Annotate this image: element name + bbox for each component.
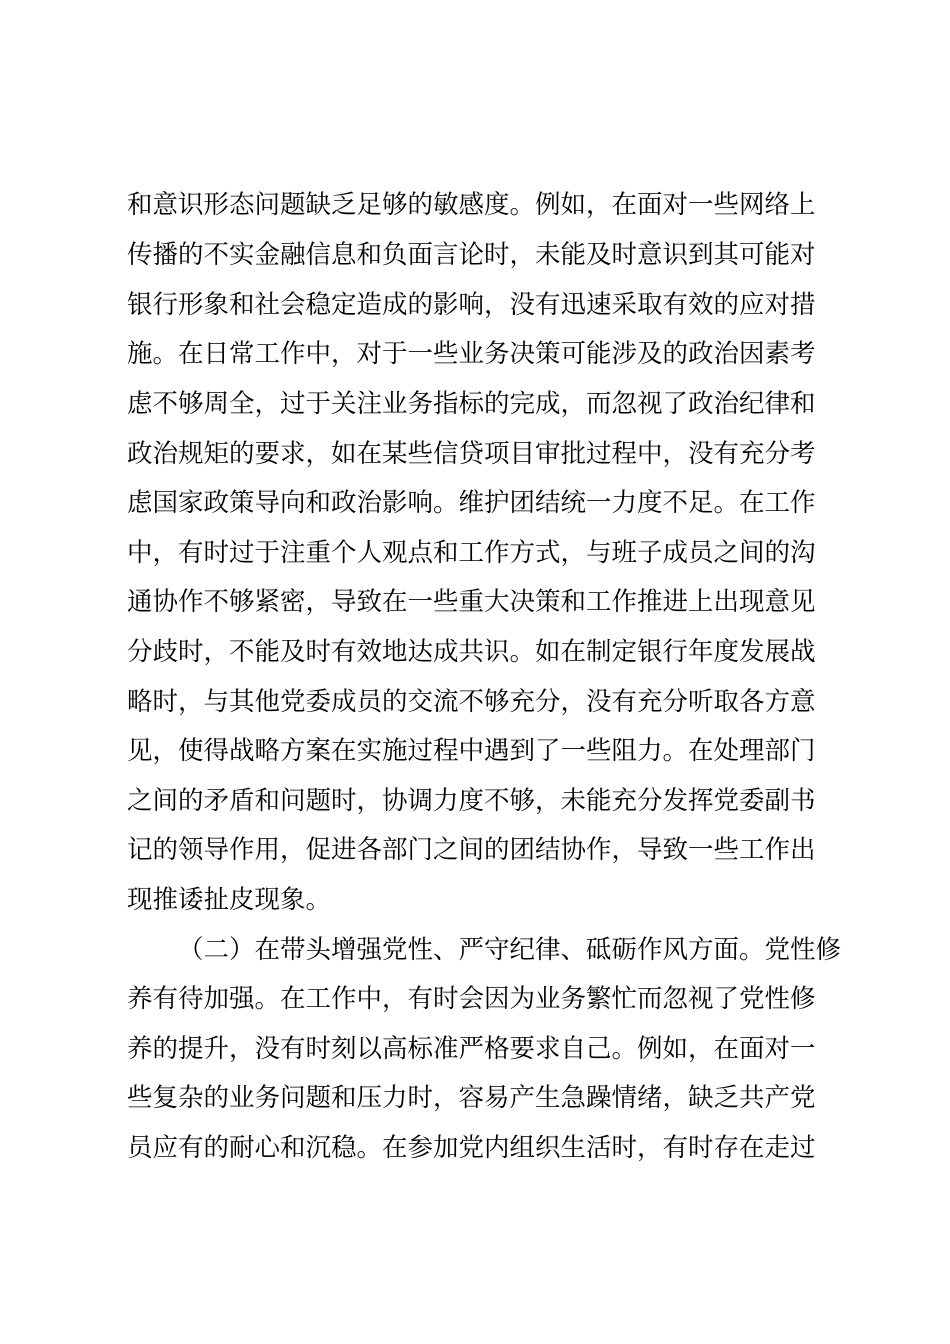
text-line: 员应有的耐心和沉稳。在参加党内组织生活时，有时存在走过 [127,1133,816,1163]
text-line: 分歧时，不能及时有效地达成共识。如在制定银行年度发展战 [127,637,816,667]
text-line: 虑不够周全，过于关注业务指标的完成，而忽视了政治纪律和 [127,389,816,419]
text-line: 中，有时过于注重个人观点和工作方式，与班子成员之间的沟 [127,538,816,568]
text-line: 虑国家政策导向和政治影响。维护团结统一力度不足。在工作 [127,488,816,518]
text-line: 现推诿扯皮现象。 [127,885,332,915]
text-line: 政治规矩的要求，如在某些信贷项目审批过程中，没有充分考 [127,439,816,469]
text-line: 银行形象和社会稳定造成的影响，没有迅速采取有效的应对措 [127,290,816,320]
text-line: 养的提升，没有时刻以高标准严格要求自己。例如，在面对一 [127,1034,816,1064]
text-line: 养有待加强。在工作中，有时会因为业务繁忙而忽视了党性修 [127,984,816,1014]
text-line: 见，使得战略方案在实施过程中遇到了一些阻力。在处理部门 [127,736,816,766]
text-line: 和意识形态问题缺乏足够的敏感度。例如，在面对一些网络上 [127,190,816,220]
text-line: 之间的矛盾和问题时，协调力度不够，未能充分发挥党委副书 [127,786,816,816]
text-line: 记的领导作用，促进各部门之间的团结协作，导致一些工作出 [127,835,816,865]
text-line: 略时，与其他党委成员的交流不够充分，没有充分听取各方意 [127,687,816,717]
text-line: 些复杂的业务问题和压力时，容易产生急躁情绪，缺乏共产党 [127,1083,816,1113]
text-line: 传播的不实金融信息和负面言论时，未能及时意识到其可能对 [127,240,816,270]
text-line: 通协作不够紧密，导致在一些重大决策和工作推进上出现意见 [127,587,816,617]
section-heading-line: （二）在带头增强党性、严守纪律、砥砺作风方面。党性修 [178,935,842,965]
text-line: 施。在日常工作中，对于一些业务决策可能涉及的政治因素考 [127,339,816,369]
